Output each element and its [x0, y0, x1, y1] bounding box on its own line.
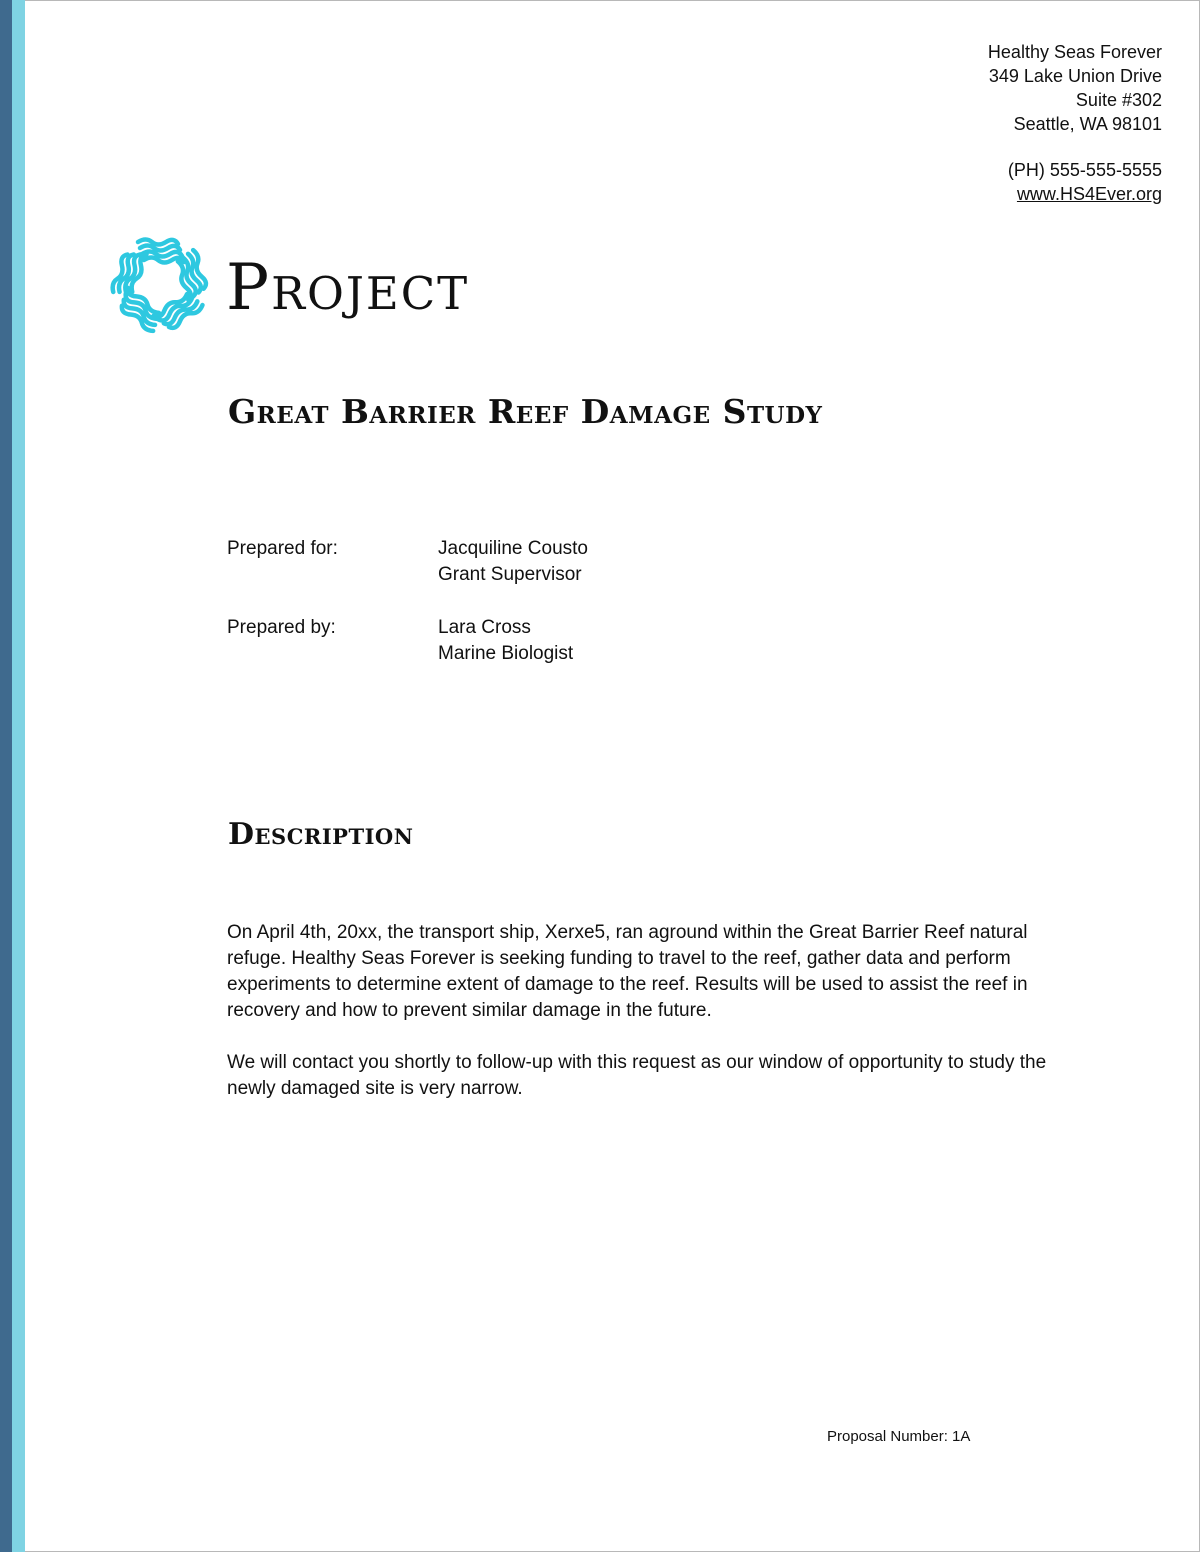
suite-number: Suite #302 [1075, 90, 1162, 110]
description-paragraph: We will contact you shortly to follow-up with this request as our window of opportunity to study the newly damaged site is very narrow. [227, 1052, 1047, 1099]
side-bar-light [12, 0, 25, 1552]
study-title: Great Barrier Reef Damage Study [228, 392, 823, 431]
prepared-by-label: Prepared by: [227, 617, 336, 638]
prepared-for-role: Grant Supervisor [438, 564, 582, 585]
side-bar-dark [0, 0, 12, 1552]
sender-address-block [988, 40, 1162, 206]
website-link[interactable]: www.HS4Ever.org [1016, 184, 1162, 204]
prepared-by-name: Lara Cross [438, 617, 531, 638]
phone-number: (PH) 555-555-5555 [1007, 160, 1162, 180]
description-heading: Description [228, 817, 414, 852]
ocean-swirl-logo-icon [108, 232, 212, 336]
project-title: Project [226, 251, 470, 325]
city-state-zip: Seattle, WA 98101 [1013, 114, 1162, 134]
org-name: Healthy Seas Forever [987, 42, 1162, 62]
prepared-for-label: Prepared for: [227, 538, 338, 559]
prepared-for-name: Jacquiline Cousto [438, 538, 588, 559]
prepared-by-role: Marine Biologist [438, 643, 574, 664]
proposal-number: Proposal Number: 1A [827, 1428, 971, 1445]
description-body [227, 920, 1067, 1128]
street-address: 349 Lake Union Drive [988, 66, 1162, 86]
description-paragraph: On April 4th, 20xx, the transport ship, Xerxe5, ran aground within the Great Barrier Reef natural refuge. Healthy Seas Forever is seeking funding to travel to the reef, gather data and perform experiments to determine extent of damage to the reef. Results will be used to assist the reef in recovery and how to prevent similar damage in the future. [227, 922, 1028, 1021]
